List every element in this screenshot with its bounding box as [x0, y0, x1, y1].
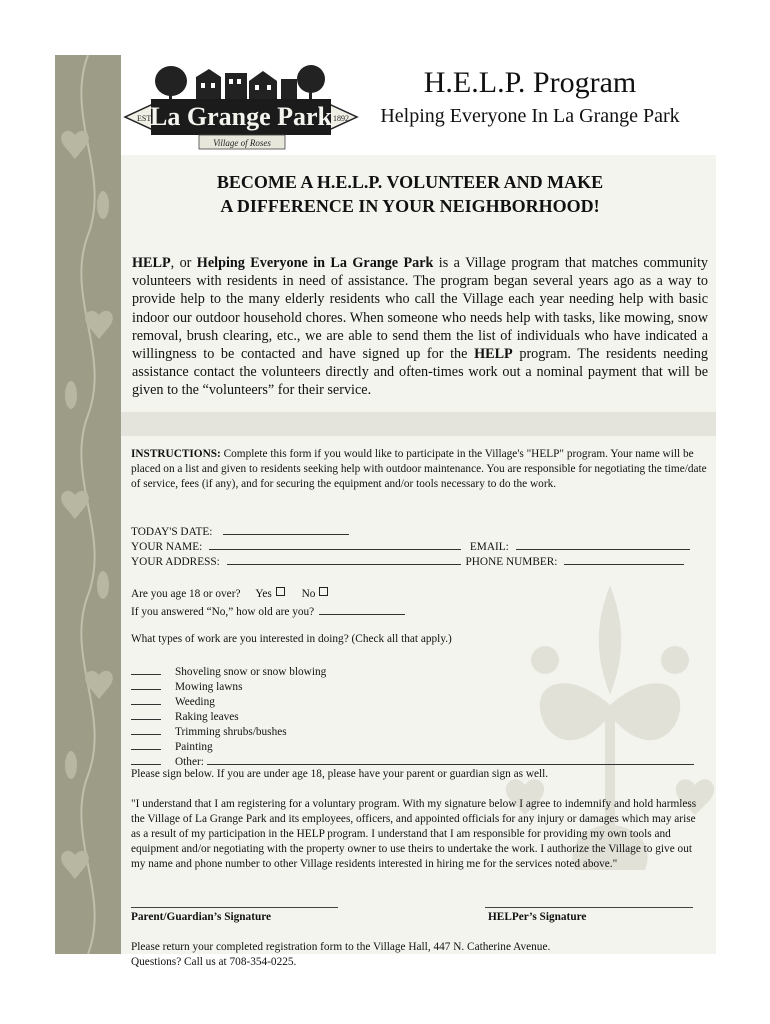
program-title: H.E.L.P. Program: [423, 66, 637, 99]
instructions: INSTRUCTIONS: Complete this form if you would like to participate in the Village's "HELP" program. Your name will be placed on a list and given to residents seeking help with outdoor maintenance. You are responsible for negotiating the time/date of service, fees (if any), and for securing the equipment and/or tools necessary to do the work.: [131, 448, 707, 490]
village-logo: [121, 55, 361, 155]
guardian-signature-line[interactable]: [131, 907, 338, 908]
work-item: Shoveling snow or snow blowing: [131, 663, 326, 680]
svg-text:Village of Roses: Village of Roses: [213, 138, 271, 148]
work-question: What types of work are you interested in doing? (Check all that apply.): [131, 633, 452, 645]
program-subtitle: Helping Everyone In La Grange Park: [380, 105, 680, 127]
svg-text:EST.: EST.: [137, 114, 153, 123]
sign-note: Please sign below. If you are under age 18, please have your parent or guardian sign as well.: [131, 768, 549, 780]
return-instructions: Please return your completed registration form to the Village Hall, 447 N. Catherine Avenue.: [131, 941, 551, 953]
helper-signature-label: HELPer’s Signature: [488, 911, 587, 923]
intro-paragraph: HELP, or Helping Everyone in La Grange Park is a Village program that matches community volunteers with residents in need of assistance. The program began several years ago as a way to provide help to the many elderly residents who call the Village each year needing help with basic indoor our outdoor household chores. When someone who needs help with tasks, like mowing, snow removal, brush clearing, etc., we are able to send them the list of individuals who have indicated a willingness to be contacted and have signed up for the HELP program. The residents needing assistance contact the volunteers directly and often-times work out a nominal payment that will be given to the “volunteers” for their service.: [132, 255, 708, 399]
age-field[interactable]: [319, 603, 405, 615]
date-row: TODAY'S DATE:: [131, 523, 349, 540]
work-item: Mowing lawns: [131, 678, 242, 695]
other-field[interactable]: [207, 753, 694, 765]
work-item: Painting: [131, 738, 213, 755]
phone-field[interactable]: [564, 553, 684, 565]
email-field[interactable]: [516, 538, 690, 550]
work-checkbox-blank[interactable]: [131, 753, 161, 765]
decorative-side-strip: [55, 55, 121, 954]
address-field[interactable]: [227, 553, 461, 565]
questions-phone: Questions? Call us at 708-354-0225.: [131, 956, 297, 968]
work-checkbox-blank[interactable]: [131, 663, 161, 675]
waiver-text: "I understand that I am registering for a voluntary program. With my signature below I agree to indemnify and hold harmless the Village of La Grange Park and its employees, officers, and appointed officials for any injury or damages which may arise as a result of my participation in the HELP program. I understand that I am responsible for providing my own tools and equipment and/or negotiating with the property owner to use theirs to undertake the work. I authorize the Village to give out my name and phone number to other Village residents interested in hiring me for the services noted above.": [131, 798, 697, 870]
work-checkbox-blank[interactable]: [131, 678, 161, 690]
helper-signature-line[interactable]: [485, 907, 693, 908]
work-checkbox-blank[interactable]: [131, 738, 161, 750]
work-item: Other:: [131, 753, 694, 770]
address-row: YOUR ADDRESS: PHONE NUMBER:: [131, 553, 684, 570]
headline: BECOME A H.E.L.P. VOLUNTEER AND MAKE A DIFFERENCE IN YOUR NEIGHBORHOOD!: [216, 172, 604, 216]
age-question-row: Are you age 18 or over? Yes No: [131, 587, 328, 602]
name-row: YOUR NAME: EMAIL:: [131, 538, 690, 555]
name-field[interactable]: [209, 538, 461, 550]
work-checkbox-blank[interactable]: [131, 708, 161, 720]
guardian-signature-label: Parent/Guardian’s Signature: [131, 911, 272, 923]
work-checkbox-blank[interactable]: [131, 723, 161, 735]
work-item: Weeding: [131, 693, 215, 710]
no-checkbox[interactable]: [319, 587, 328, 596]
yes-checkbox[interactable]: [276, 587, 285, 596]
age-followup-row: If you answered “No,” how old are you?: [131, 603, 405, 620]
date-field[interactable]: [223, 523, 349, 535]
logo-wordmark: La Grange Park: [150, 102, 332, 131]
svg-text:1892: 1892: [333, 114, 349, 123]
work-checkbox-blank[interactable]: [131, 693, 161, 705]
section-divider: [121, 412, 716, 436]
work-item: Raking leaves: [131, 708, 239, 725]
work-item: Trimming shrubs/bushes: [131, 723, 287, 740]
